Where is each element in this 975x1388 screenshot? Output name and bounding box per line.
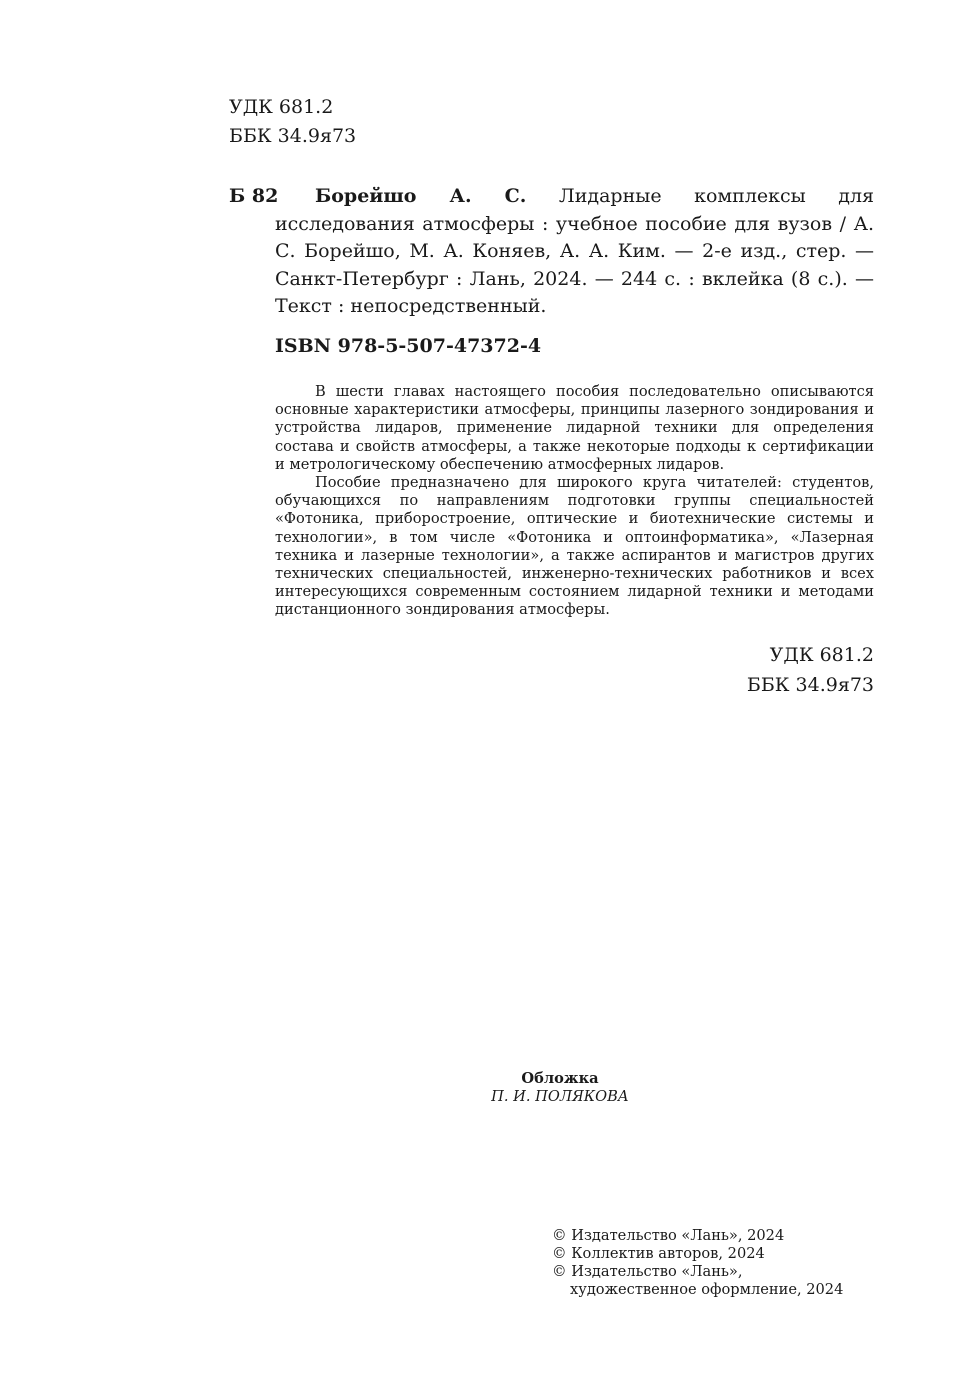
author-name: Борейшо А. С. xyxy=(315,185,527,207)
copyright-line: © Коллектив авторов, 2024 xyxy=(552,1245,765,1262)
copyright-line: художественное оформление, 2024 xyxy=(570,1281,844,1298)
copyright-block xyxy=(552,1227,843,1299)
copyright-line: © Издательство «Лань», 2024 xyxy=(552,1227,785,1244)
bbk-code: ББК 34.9я73 xyxy=(746,674,874,696)
bibliographic-description: Лидарные комплексы для исследования атмосферы : учебное пособие для вузов / А. С. Борейшо, М. А. Коняев, А. А. Ким. — 2-е изд., стер. — Санкт-Петербург : Лань, 2024. — 244 с. : вклейка (8 с.). — Текст : непосредственный. xyxy=(275,185,874,318)
annotation-paragraph: Пособие предназначено для широкого круга читателей: студентов, обучающихся по направлениям подготовки группы специальностей «Фотоника, приборостроение, оптические и биотехнические системы и технологии», в том числе «Фотоника и оптоинформатика», «Лазерная техника и лазерные технологии», а также аспирантов и магистров других технических специальностей, инженерно-технических работников и всех интересующихся современным состоянием лидарной техники и методами дистанционного зондирования атмосферы. xyxy=(275,474,874,619)
copyright-line: © Издательство «Лань», xyxy=(552,1263,743,1280)
classification-codes-top xyxy=(229,93,356,151)
annotation xyxy=(275,383,874,620)
isbn: ISBN 978-5-507-47372-4 xyxy=(275,335,542,357)
author-sign: Б 82 xyxy=(229,185,279,207)
udk-code: УДК 681.2 xyxy=(769,644,874,666)
cover-designer: П. И. ПОЛЯКОВА xyxy=(491,1088,629,1105)
udk-code: УДК 681.2 xyxy=(229,96,334,118)
cover-label: Обложка xyxy=(521,1070,599,1087)
classification-codes-bottom xyxy=(747,640,874,700)
bibliographic-record xyxy=(275,183,874,321)
cover-credit xyxy=(480,1070,640,1106)
annotation-paragraph: В шести главах настоящего пособия последовательно описываются основные характеристики атмосферы, принципы лазерного зондирования и устройства лидаров, применение лидарной техники для определения состава и свойств атмосферы, а также некоторые подходы к сертификации и метрологическому обеспечению атмосферных лидаров. xyxy=(275,383,874,473)
bbk-code: ББК 34.9я73 xyxy=(229,125,357,147)
